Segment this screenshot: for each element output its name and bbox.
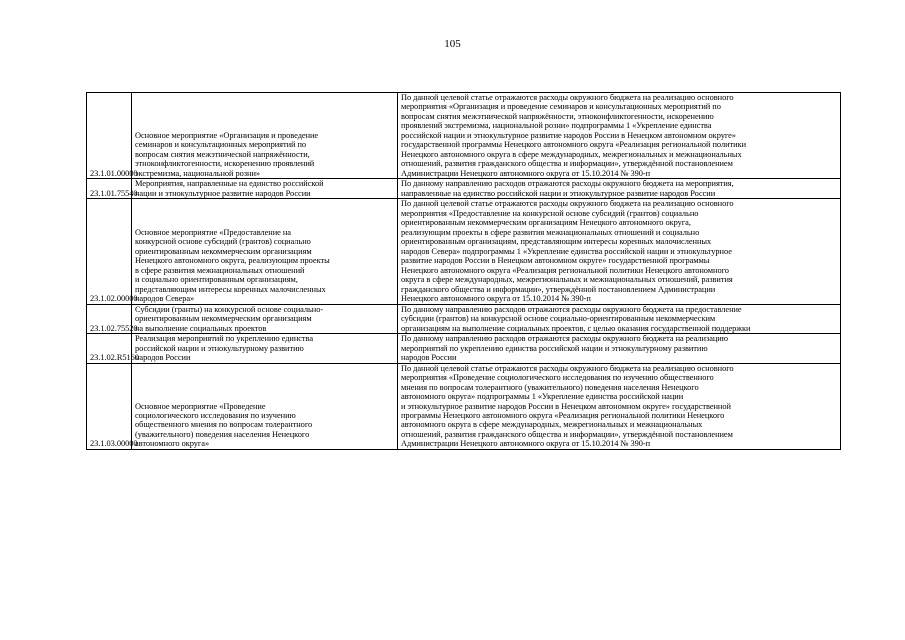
target-article-code: 23.1.02.R5160	[87, 334, 132, 363]
target-article-name: Субсидии (гранты) на конкурсной основе социально- ориентированным некоммерческим организациям на выполнение социальных проектов	[132, 304, 398, 333]
table-row	[87, 334, 841, 363]
target-article-description: По данному направлению расходов отражаются расходы окружного бюджета на мероприятия, направленные на единство российской нации и этнокультурное развитие народов России	[398, 179, 841, 199]
target-article-name: Мероприятия, направленные на единство российской нации и этнокультурное развитие народов России	[132, 179, 398, 199]
target-article-description: По данному направлению расходов отражаются расходы окружного бюджета на предоставление субсидии (грантов) на конкурсной основе социально-ориентированным некоммерческим организациям на выполнение социальных проектов, с целью оказания государственной поддержки	[398, 304, 841, 333]
target-article-code: 23.1.03.00000	[87, 363, 132, 449]
target-article-description: По данной целевой статье отражаются расходы окружного бюджета на реализацию основного мероприятия «Предоставление на конкурсной основе субсидий (грантов) социально ориентированным некоммерческим организациям Ненецкого автономного округа, реализующим проекты в сфере развития межнациональных отношений и социально ориентированным организациям, представляющим интересы коренных малочисленных народов Севера» подпрограммы 1 «Укрепление единства российской нации и этнокультурное развитие народов России в Ненецком автономном округе» государственной программы Ненецкого автономного округа «Реализация региональной политики Ненецкого автономного округа в сфере международных, межрегиональных и межнациональных отношений, развития гражданского общества и информации», утверждённой постановлением Администрации Ненецкого автономного округа от 15.10.2014 № 390-п	[398, 199, 841, 304]
table-row	[87, 93, 841, 179]
table-row	[87, 179, 841, 199]
target-article-description: По данной целевой статье отражаются расходы окружного бюджета на реализацию основного мероприятия «Организация и проведение семинаров и консультационных мероприятий по вопросам снятия межэтнической напряжённости, этноконфликтогенности, искоренению проявлений экстремизма, национальной розни» подпрограммы 1 «Укрепление единства российской нации и этнокультурное развитие народов России в Ненецком автономном округе» государственной программы Ненецкого автономного округа «Реализация региональной политики Ненецкого автономного округа в сфере международных, межрегиональных и межнациональных отношений, развития гражданского общества и информации», утверждённой постановлением Администрации Ненецкого автономного округа от 15.10.2014 № 390-п	[398, 93, 841, 179]
target-article-name: Основное мероприятие «Проведение социологического исследования по изучению общественного мнения по вопросам толерантного (уважительного) поведения населения Ненецкого автономного округа»	[132, 363, 398, 449]
budget-classification-table	[86, 92, 841, 450]
target-article-code: 23.1.01.75540	[87, 179, 132, 199]
table-row	[87, 304, 841, 333]
target-article-name: Реализация мероприятий по укреплению единства российской нации и этнокультурному развитию народов России	[132, 334, 398, 363]
target-article-name: Основное мероприятие «Организация и проведение семинаров и консультационных мероприятий по вопросам снятия межэтнической напряжённости, этноконфликтогенности, искоренению проявлений экстремизма, национальной розни»	[132, 93, 398, 179]
page-number: 105	[444, 38, 461, 50]
target-article-code: 23.1.02.00000	[87, 199, 132, 304]
target-article-description: По данной целевой статье отражаются расходы окружного бюджета на реализацию основного мероприятия «Проведение социологического исследования по изучению общественного мнения по вопросам толерантного (уважительного) поведения населения Ненецкого автономного округа» подпрограммы 1 «Укрепление единства российской нации и этнокультурное развитие народов России в Ненецком автономном округе» государственной программы Ненецкого автономного округа «Реализация региональной политики Ненецкого автономного округа в сфере международных, межрегиональных и межнациональных отношений, развития гражданского общества и информации», утверждённой постановлением Администрации Ненецкого автономного округа от 15.10.2014 № 390-п	[398, 363, 841, 449]
target-article-name: Основное мероприятие «Предоставление на конкурсной основе субсидий (грантов) социально ориентированным некоммерческим организациям Ненецкого автономного округа, реализующим проекты в сфере развития межнациональных отношений и социально ориентированным организациям, представляющим интересы коренных малочисленных народов Севера»	[132, 199, 398, 304]
table-row	[87, 199, 841, 304]
target-article-code: 23.1.02.75520	[87, 304, 132, 333]
table-row	[87, 363, 841, 449]
target-article-code: 23.1.01.00000	[87, 93, 132, 179]
target-article-description: По данному направлению расходов отражаются расходы окружного бюджета на реализацию мероприятий по укреплению единства российской нации и этнокультурному развитию народов России	[398, 334, 841, 363]
